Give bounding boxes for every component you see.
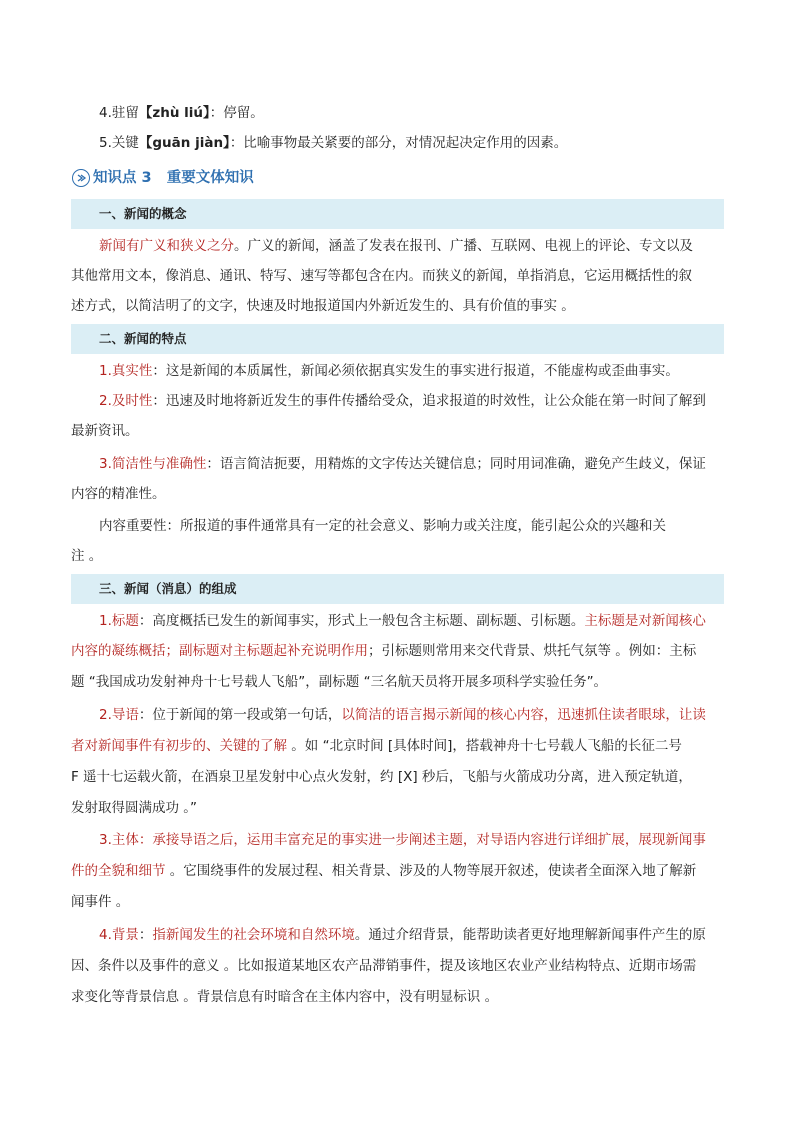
paragraph-line: 内容的精准性。 (71, 486, 166, 502)
paragraph-line: 求变化等背景信息 。背景信息有时暗含在主体内容中，没有明显标识 。 (71, 989, 499, 1005)
component-title: 1.标题：高度概括已发生的新闻事实，形式上一般包含主标题、副标题、引标题。主标题是对新闻核心 (99, 613, 706, 629)
paragraph-line: 新闻有广义和狭义之分。广义的新闻，涵盖了发表在报刊、广播、互联网、电视上的评论、专文以及 (99, 238, 693, 254)
paragraph-line: 因、条件以及事件的意义 。比如报道某地区农产品滞销事件，提及该地区农业产业结构特点、近期市场需 (71, 958, 697, 974)
paragraph-line: 者对新闻事件有初步的、关键的了解 。如 “北京时间 [具体时间]，搭载神舟十七号载人飞船的长征二号 (71, 738, 682, 754)
feature-timeliness: 2.及时性：迅速及时地将新近发生的事件传播给受众，追求报道的时效性，让公众能在第一时间了解到 (99, 393, 706, 409)
pinyin: 【zhù liú】 (138, 105, 210, 121)
term: 关键 (111, 135, 139, 151)
paragraph-line: F 遥十七运载火箭，在酒泉卫星发射中心点火发射，约 [X] 秒后，飞船与火箭成功分离，进入预定轨道， (71, 769, 692, 785)
knowledge-point-title: 知识点 3 重要文体知识 (93, 170, 254, 186)
definition-item-4 (0, 104, 794, 122)
paragraph-line: 发射取得圆满成功 。” (71, 800, 198, 816)
item-number: 4. (99, 105, 112, 121)
component-body: 3.主体：承接导语之后，运用丰富充足的事实进一步阐述主题，对导语内容进行详细扩展，展现新闻事 (99, 832, 706, 848)
feature-importance: 内容重要性：所报道的事件通常具有一定的社会意义、影响力或关注度，能引起公众的兴趣和关 (99, 518, 666, 534)
paragraph-line: 注 。 (71, 548, 103, 564)
paragraph-line: 述方式，以简洁明了的文字，快速及时地报道国内外新近发生的、具有价值的事实 。 (71, 298, 575, 314)
item-number: 5. (99, 135, 112, 151)
arrow-circle-icon (72, 169, 90, 187)
term: 驻留 (111, 105, 139, 121)
component-lead: 2.导语：位于新闻的第一段或第一句话，以简洁的语言揭示新闻的核心内容，迅速抓住读者眼球，让读 (99, 707, 706, 723)
paragraph-line: 题 “我国成功发射神舟十七号载人飞船”，副标题 “三名航天员将开展多项科学实验任务”。 (71, 674, 608, 690)
section-heading-features: 二、新闻的特点 (99, 331, 187, 346)
feature-conciseness: 3.简洁性与准确性：语言简洁扼要，用精炼的文字传达关键信息；同时用词准确，避免产生歧义，保证 (99, 456, 706, 472)
paragraph-line: 最新资讯。 (71, 423, 139, 439)
section-heading-concept: 一、新闻的概念 (99, 206, 187, 221)
component-background: 4.背景：指新闻发生的社会环境和自然环境。通过介绍背景，能帮助读者更好地理解新闻事件产生的原 (99, 927, 706, 943)
section-heading-composition: 三、新闻（消息）的组成 (99, 581, 237, 596)
definition-text: ：比喻事物最关紧要的部分，对情况起决定作用的因素。 (229, 135, 568, 151)
definition-item-5 (0, 134, 794, 152)
pinyin: 【guān jiàn】 (138, 135, 230, 151)
paragraph-line: 件的全貌和细节 。它围绕事件的发展过程、相关背景、涉及的人物等展开叙述，使读者全面深入地了解新 (71, 863, 697, 879)
feature-truthfulness: 1.真实性：这是新闻的本质属性，新闻必须依据真实发生的事实进行报道，不能虚构或歪曲事实。 (99, 363, 679, 379)
definition-text: ：停留。 (209, 105, 264, 121)
paragraph-line: 其他常用文本，像消息、通讯、特写、速写等都包含在内。而狭义的新闻，单指消息，它运用概括性的叙 (71, 268, 692, 284)
paragraph-line: 闻事件 。 (71, 894, 130, 910)
paragraph-line: 内容的凝练概括；副标题对主标题起补充说明作用；引标题则常用来交代背景、烘托气氛等 。例如：主标 (71, 643, 697, 659)
